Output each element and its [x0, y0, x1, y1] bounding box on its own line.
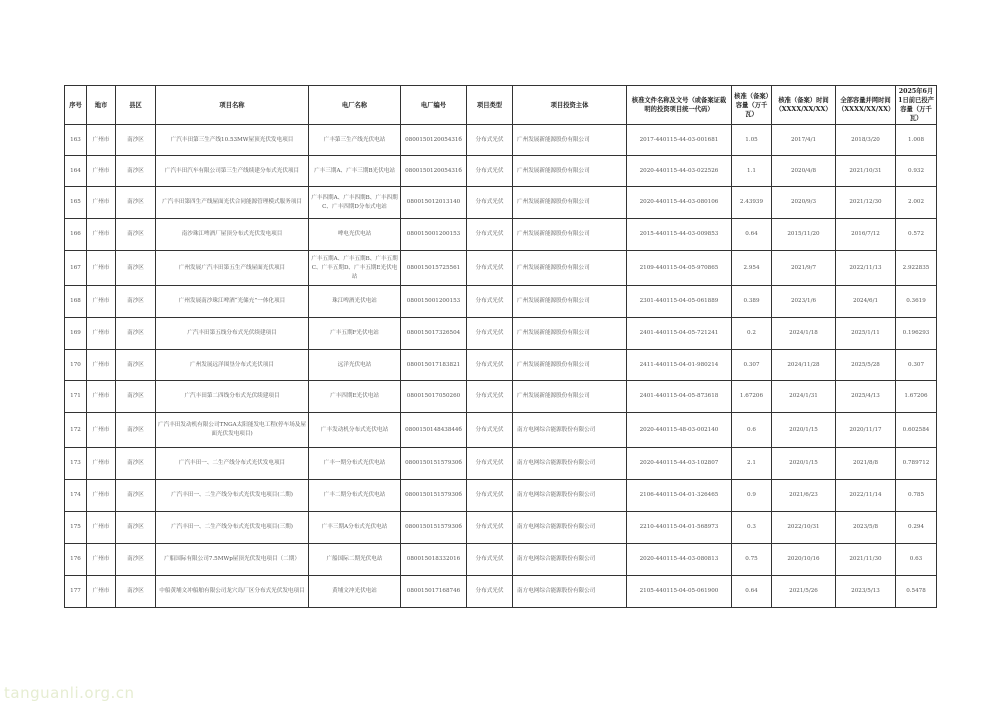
cell-grid-date: 2022/11/13: [836, 251, 896, 286]
cell-approval-date: 2020/1/15: [772, 413, 836, 448]
cell-approval-doc: 2109-440115-04-05-970865: [627, 251, 732, 286]
cell-approval-doc: 2015-440115-44-03-009853: [627, 219, 732, 251]
cell-project-name: 广州发展远洋围垦分布式光伏项目: [156, 350, 309, 381]
cell-no: 175: [65, 512, 87, 544]
table-row: [65, 350, 937, 381]
table-header-row: [65, 86, 937, 125]
cell-no: 174: [65, 480, 87, 512]
cell-project-name: 广州发展广汽丰田第五生产线屋面光伏项目: [156, 251, 309, 286]
cell-city: 广州市: [87, 480, 116, 512]
cell-approved-capacity: 0.389: [732, 286, 772, 318]
cell-investor: 广州发展新能源股份有限公司: [513, 350, 627, 381]
cell-approved-capacity: 0.75: [732, 544, 772, 576]
cell-approval-doc: 2401-440115-04-05-873618: [627, 381, 732, 413]
cell-project-type: 分布式光伏: [467, 381, 513, 413]
cell-grid-date: 2024/6/1: [836, 286, 896, 318]
cell-plant-id: 080015001200153: [401, 219, 467, 251]
cell-plant-name: 广丰三期A、广丰三期B光伏电站: [309, 156, 401, 187]
cell-investor: 南方电网综合能源股份有限公司: [513, 413, 627, 448]
cell-city: 广州市: [87, 251, 116, 286]
cell-approved-capacity: 0.6: [732, 413, 772, 448]
cell-project-name: 中船黄埔文冲船舶有限公司龙穴岛厂区分布式光伏发电项目: [156, 576, 309, 608]
cell-approval-date: 2017/4/1: [772, 125, 836, 156]
cell-approved-capacity: 0.3: [732, 512, 772, 544]
cell-project-name: 广船国际有限公司7.5MWp屋顶光伏发电项目（二期）: [156, 544, 309, 576]
cell-approved-capacity: 1.67206: [732, 381, 772, 413]
cell-plant-id: 080015012005431б: [401, 125, 467, 156]
cell-district: 南沙区: [116, 544, 156, 576]
table-row: [65, 125, 937, 156]
cell-approved-capacity: 1.05: [732, 125, 772, 156]
cell-approved-capacity: 0.64: [732, 219, 772, 251]
cell-project-type: 分布式光伏: [467, 350, 513, 381]
cell-no: 177: [65, 576, 87, 608]
cell-city: 广州市: [87, 125, 116, 156]
cell-plant-name: 广丰四期E光伏电站: [309, 381, 401, 413]
cell-no: 164: [65, 156, 87, 187]
cell-plant-name: 珠江啤酒光伏电站: [309, 286, 401, 318]
cell-investor: 广州发展新能源股份有限公司: [513, 318, 627, 350]
table-row: [65, 448, 937, 480]
table-row: [65, 318, 937, 350]
cell-project-name: 广汽丰田第四生产线屋面光伏合同能源管理模式服务项目: [156, 187, 309, 219]
cell-project-name: 广州发展南沙珠江啤酒“光储充”一体化项目: [156, 286, 309, 318]
cell-grid-date: 2021/11/30: [836, 544, 896, 576]
cell-plant-id: 080015015157930б: [401, 480, 467, 512]
cell-plant-id: 080015015157930б: [401, 448, 467, 480]
table-row: [65, 251, 937, 286]
cell-investor: 南方电网综合能源股份有限公司: [513, 576, 627, 608]
cell-district: 南沙区: [116, 576, 156, 608]
cell-investor: 广州发展新能源股份有限公司: [513, 381, 627, 413]
cell-plant-name: 广丰五期A、广丰五期B、广丰五期C、广丰五期D、广丰五期E光伏电站: [309, 251, 401, 286]
cell-installed-capacity: 0.3619: [896, 286, 937, 318]
cell-plant-name: 黄埔文冲光伏电站: [309, 576, 401, 608]
cell-approval-doc: 2301-440115-04-05-061889: [627, 286, 732, 318]
watermark: tanguanli.org.cn: [4, 684, 135, 702]
cell-installed-capacity: 0.196293: [896, 318, 937, 350]
cell-no: 170: [65, 350, 87, 381]
cell-city: 广州市: [87, 512, 116, 544]
cell-project-type: 分布式光伏: [467, 286, 513, 318]
cell-project-name: 广汽丰田一、二生产线分布式光伏发电项目: [156, 448, 309, 480]
cell-plant-name: 广丰四期A、广丰四期B、广丰四期C、广丰四期D分布式电站: [309, 187, 401, 219]
cell-grid-date: 2025/1/11: [836, 318, 896, 350]
cell-installed-capacity: 0.789712: [896, 448, 937, 480]
cell-no: 176: [65, 544, 87, 576]
cell-approval-date: 2020/10/16: [772, 544, 836, 576]
header-city: 地市: [87, 86, 116, 125]
header-installed-capacity: 2025年6月1日前已投产容量（万千瓦）: [896, 86, 937, 125]
header-plant-id: 电厂编号: [401, 86, 467, 125]
cell-approval-doc: 2401-440115-04-05-721241: [627, 318, 732, 350]
cell-plant-name: 广丰三期A分布式光伏电站: [309, 512, 401, 544]
cell-investor: 南方电网综合能源股份有限公司: [513, 544, 627, 576]
cell-city: 广州市: [87, 286, 116, 318]
cell-plant-name: 广船国际二期光伏电站: [309, 544, 401, 576]
cell-project-name: 广汽丰田第三生产线10.53MW屋顶光伏发电项目: [156, 125, 309, 156]
cell-approval-date: 2020/4/8: [772, 156, 836, 187]
cell-project-type: 分布式光伏: [467, 512, 513, 544]
cell-project-type: 分布式光伏: [467, 125, 513, 156]
cell-approved-capacity: 1.1: [732, 156, 772, 187]
cell-city: 广州市: [87, 318, 116, 350]
cell-grid-date: 2020/11/17: [836, 413, 896, 448]
cell-approved-capacity: 2.43939: [732, 187, 772, 219]
cell-investor: 广州发展新能源股份有限公司: [513, 251, 627, 286]
cell-no: 169: [65, 318, 87, 350]
cell-project-name: 广汽丰田发动机有限公司TNGA太阳能发电工程(停车场及屋面光伏发电项目): [156, 413, 309, 448]
cell-investor: 南方电网综合能源股份有限公司: [513, 480, 627, 512]
header-investor: 项目投资主体: [513, 86, 627, 125]
cell-plant-name: 广丰一期分布式光伏电站: [309, 448, 401, 480]
cell-project-type: 分布式光伏: [467, 413, 513, 448]
cell-plant-name: 广丰五期F光伏电站: [309, 318, 401, 350]
table-row: [65, 219, 937, 251]
cell-no: 173: [65, 448, 87, 480]
cell-plant-id: 080015015725561: [401, 251, 467, 286]
cell-plant-id: 080015012005431б: [401, 156, 467, 187]
cell-grid-date: 2021/10/31: [836, 156, 896, 187]
cell-approved-capacity: 0.64: [732, 576, 772, 608]
cell-approval-doc: 2106-440115-04-01-326465: [627, 480, 732, 512]
cell-approval-date: 2020/1/15: [772, 448, 836, 480]
cell-plant-name: 广丰发动机分布式光伏电站: [309, 413, 401, 448]
cell-no: 165: [65, 187, 87, 219]
header-plant-name: 电厂名称: [309, 86, 401, 125]
cell-district: 南沙区: [116, 156, 156, 187]
table-row: [65, 187, 937, 219]
cell-city: 广州市: [87, 448, 116, 480]
cell-district: 南沙区: [116, 286, 156, 318]
cell-installed-capacity: 0.785: [896, 480, 937, 512]
cell-grid-date: 2016/7/12: [836, 219, 896, 251]
cell-approval-date: 2024/1/18: [772, 318, 836, 350]
cell-approval-date: 2020/9/3: [772, 187, 836, 219]
cell-plant-id: 080015017050260: [401, 381, 467, 413]
cell-installed-capacity: 2.922835: [896, 251, 937, 286]
cell-installed-capacity: 0.572: [896, 219, 937, 251]
table-row: [65, 480, 937, 512]
cell-installed-capacity: 1.008: [896, 125, 937, 156]
cell-approval-doc: 2020-440115-44-03-080813: [627, 544, 732, 576]
cell-project-name: 广汽丰田汽车有限公司第三生产线续建分布式光伏项目: [156, 156, 309, 187]
cell-approved-capacity: 0.9: [732, 480, 772, 512]
cell-investor: 南方电网综合能源股份有限公司: [513, 512, 627, 544]
cell-city: 广州市: [87, 350, 116, 381]
cell-grid-date: 2018/3/20: [836, 125, 896, 156]
cell-grid-date: 2025/5/28: [836, 350, 896, 381]
cell-approval-date: 2024/1/31: [772, 381, 836, 413]
cell-plant-id: 080015017168746: [401, 576, 467, 608]
cell-district: 南沙区: [116, 480, 156, 512]
cell-approved-capacity: 0.307: [732, 350, 772, 381]
cell-plant-id: 080015001200153: [401, 286, 467, 318]
cell-plant-id: 080015014843844б: [401, 413, 467, 448]
cell-approval-doc: 2020-440115-44-03-102807: [627, 448, 732, 480]
cell-installed-capacity: 0.932: [896, 156, 937, 187]
table-row: [65, 512, 937, 544]
cell-approval-doc: 2020-440115-44-03-080106: [627, 187, 732, 219]
cell-installed-capacity: 2.002: [896, 187, 937, 219]
cell-investor: 南方电网综合能源股份有限公司: [513, 448, 627, 480]
cell-city: 广州市: [87, 156, 116, 187]
cell-approval-doc: 2105-440115-04-05-061900: [627, 576, 732, 608]
cell-approval-doc: 2210-440115-04-01-568973: [627, 512, 732, 544]
cell-installed-capacity: 0.307: [896, 350, 937, 381]
header-project-name: 项目名称: [156, 86, 309, 125]
cell-approval-date: 2015/11/20: [772, 219, 836, 251]
cell-investor: 广州发展新能源股份有限公司: [513, 219, 627, 251]
cell-grid-date: 2021/8/8: [836, 448, 896, 480]
cell-installed-capacity: 0.5478: [896, 576, 937, 608]
cell-city: 广州市: [87, 187, 116, 219]
cell-approved-capacity: 2.1: [732, 448, 772, 480]
cell-installed-capacity: 0.602584: [896, 413, 937, 448]
cell-project-type: 分布式光伏: [467, 318, 513, 350]
table-row: [65, 576, 937, 608]
table-row: [65, 544, 937, 576]
cell-no: 171: [65, 381, 87, 413]
cell-district: 南沙区: [116, 381, 156, 413]
cell-grid-date: 2021/12/30: [836, 187, 896, 219]
header-approval-date: 核准（备案）时间（XXXX/XX/XX）: [772, 86, 836, 125]
cell-investor: 广州发展新能源股份有限公司: [513, 125, 627, 156]
cell-plant-name: 啤电光伏电站: [309, 219, 401, 251]
cell-investor: 广州发展新能源股份有限公司: [513, 286, 627, 318]
cell-project-name: 广汽丰田一、二生产线分布式光伏发电项目(二期): [156, 480, 309, 512]
pv-project-table: [64, 85, 937, 608]
cell-investor: 广州发展新能源股份有限公司: [513, 156, 627, 187]
cell-district: 南沙区: [116, 512, 156, 544]
cell-project-type: 分布式光伏: [467, 480, 513, 512]
cell-plant-name: 远洋光伏电站: [309, 350, 401, 381]
table-row: [65, 156, 937, 187]
cell-approval-date: 2023/1/6: [772, 286, 836, 318]
cell-no: 166: [65, 219, 87, 251]
cell-city: 广州市: [87, 413, 116, 448]
cell-project-type: 分布式光伏: [467, 156, 513, 187]
cell-installed-capacity: 0.63: [896, 544, 937, 576]
cell-plant-id: 080015012013140: [401, 187, 467, 219]
cell-district: 南沙区: [116, 448, 156, 480]
cell-district: 南沙区: [116, 219, 156, 251]
cell-project-type: 分布式光伏: [467, 448, 513, 480]
cell-plant-id: 080015015157930б: [401, 512, 467, 544]
table-row: [65, 286, 937, 318]
cell-no: 168: [65, 286, 87, 318]
cell-city: 广州市: [87, 576, 116, 608]
cell-project-name: 广汽丰田第五线分布式光伏续建项目: [156, 318, 309, 350]
cell-district: 南沙区: [116, 187, 156, 219]
cell-plant-id: 080015017326504: [401, 318, 467, 350]
table-row: [65, 381, 937, 413]
cell-approval-date: 2021/9/7: [772, 251, 836, 286]
cell-plant-id: 080015017183821: [401, 350, 467, 381]
header-district: 县区: [116, 86, 156, 125]
cell-plant-name: 广丰二期分布式光伏电站: [309, 480, 401, 512]
cell-project-type: 分布式光伏: [467, 251, 513, 286]
cell-grid-date: 2023/5/13: [836, 576, 896, 608]
cell-project-type: 分布式光伏: [467, 187, 513, 219]
header-approval-doc: 核准文件名称及文号（或备案证裁明的投资项目统一代码）: [627, 86, 732, 125]
cell-approval-doc: 2411-440115-04-01-980214: [627, 350, 732, 381]
cell-grid-date: 2022/11/14: [836, 480, 896, 512]
cell-approved-capacity: 2.954: [732, 251, 772, 286]
cell-district: 南沙区: [116, 251, 156, 286]
cell-grid-date: 2025/4/13: [836, 381, 896, 413]
cell-installed-capacity: 0.294: [896, 512, 937, 544]
cell-approval-doc: 2020-440115-44-03-022526: [627, 156, 732, 187]
cell-approval-date: 2024/11/28: [772, 350, 836, 381]
header-project-type: 项目类型: [467, 86, 513, 125]
cell-plant-name: 广丰第三生产线光伏电站: [309, 125, 401, 156]
cell-grid-date: 2023/5/8: [836, 512, 896, 544]
cell-city: 广州市: [87, 219, 116, 251]
cell-district: 南沙区: [116, 350, 156, 381]
cell-city: 广州市: [87, 381, 116, 413]
cell-approval-date: 2021/5/26: [772, 576, 836, 608]
cell-plant-id: 080015018332016: [401, 544, 467, 576]
cell-project-name: 南沙珠江啤酒厂屋顶分布式光伏发电项目: [156, 219, 309, 251]
cell-investor: 广州发展新能源股份有限公司: [513, 187, 627, 219]
header-no: 序号: [65, 86, 87, 125]
cell-no: 167: [65, 251, 87, 286]
cell-project-name: 广汽丰田一、二生产线分布式光伏发电项目(三期): [156, 512, 309, 544]
cell-project-name: 广汽丰田第二四线分布式光伏续建项目: [156, 381, 309, 413]
cell-no: 172: [65, 413, 87, 448]
cell-installed-capacity: 1.67206: [896, 381, 937, 413]
header-approved-capacity: 核准（备案）容量（万千瓦）: [732, 86, 772, 125]
cell-project-type: 分布式光伏: [467, 576, 513, 608]
cell-project-type: 分布式光伏: [467, 544, 513, 576]
cell-approved-capacity: 0.2: [732, 318, 772, 350]
cell-approval-doc: 2017-440115-44-03-001681: [627, 125, 732, 156]
cell-project-type: 分布式光伏: [467, 219, 513, 251]
table-row: [65, 413, 937, 448]
cell-no: 163: [65, 125, 87, 156]
header-grid-date: 全部容量并网时间（XXXX/XX/XX）: [836, 86, 896, 125]
cell-approval-date: 2022/10/31: [772, 512, 836, 544]
cell-city: 广州市: [87, 544, 116, 576]
cell-district: 南沙区: [116, 318, 156, 350]
cell-district: 南沙区: [116, 413, 156, 448]
cell-district: 南沙区: [116, 125, 156, 156]
cell-approval-date: 2021/6/23: [772, 480, 836, 512]
cell-approval-doc: 2020-440115-48-03-002140: [627, 413, 732, 448]
